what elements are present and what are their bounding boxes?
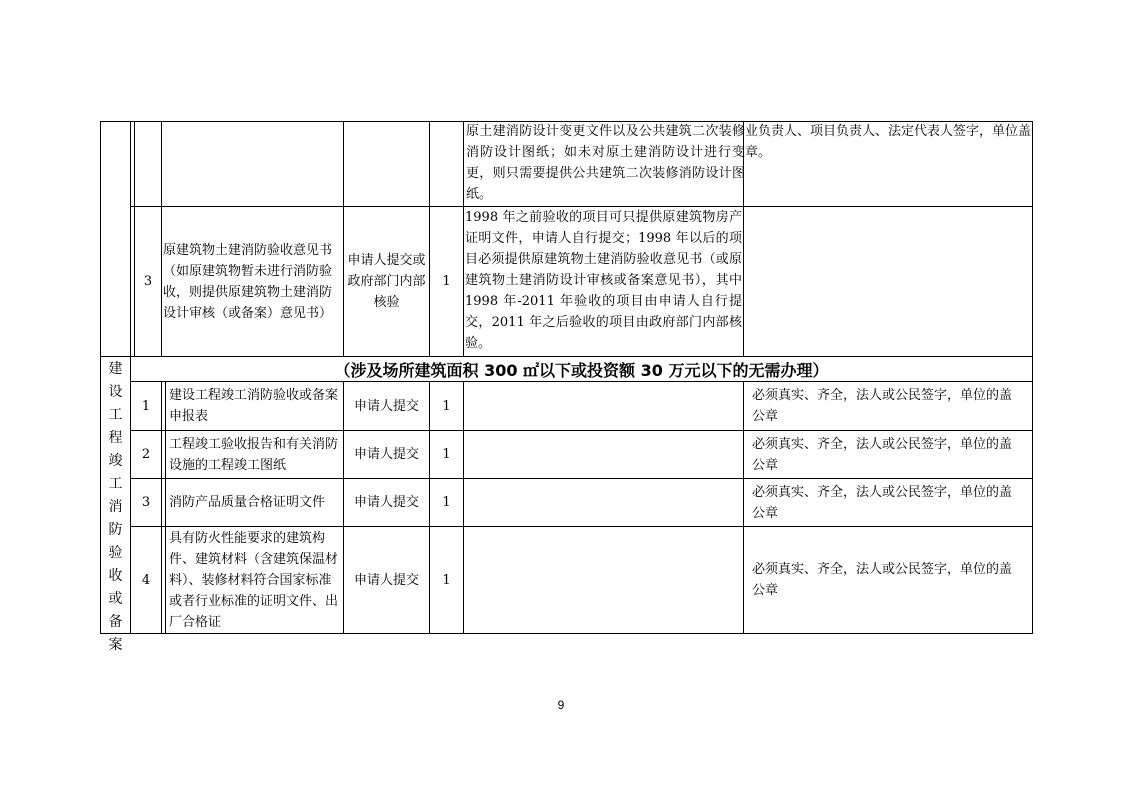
section-label-char: 防	[108, 522, 123, 538]
table-cell-method: 申请人提交或政府部门内部核验	[347, 253, 426, 310]
table-cell-item-name: 消防产品质量合格证明文件	[169, 495, 326, 510]
table-cell-number: 4	[141, 572, 151, 588]
table-cell-method: 申请人提交	[353, 447, 419, 462]
table-cell-requirement: 必须真实、齐全，法人或公民签字，单位的盖公章	[752, 388, 1013, 424]
table-cell-number: 3	[143, 274, 153, 289]
table-cell-copies: 1	[442, 274, 451, 289]
section-label-char: 工	[108, 476, 123, 492]
section-label-char: 备	[108, 614, 123, 630]
table-cell-item-name: 建设工程竣工消防验收或备案申报表	[169, 388, 339, 424]
table-cell-notes: 1998 年之前验收的项目可只提供原建筑物房产证明文件，申请人自行提交；1998 年以后的项目必须提供原建筑物土建消防验收意见书（或原建筑物土建消防设计审核或备案意见书），其中 1998 年-2011 年验收的项目由申请人自行提交，2011 年之后验收的项目由政府部门内部核验。	[465, 210, 742, 351]
section-label-char: 工	[108, 407, 123, 423]
table-cell-requirement: 必须真实、齐全，法人或公民签字，单位的盖公章	[752, 562, 1013, 598]
table-cell-requirement: 业负责人、项目负责人、法定代表人签字，单位盖章。	[745, 124, 1032, 160]
section-label-char: 竣	[108, 453, 123, 469]
table-cell-number: 1	[141, 398, 151, 414]
table-cell-method: 申请人提交	[353, 572, 419, 588]
table-cell-requirement: 必须真实、齐全，法人或公民签字，单位的盖公章	[752, 484, 1013, 521]
section-vertical-label	[101, 357, 130, 653]
table-cell-number: 3	[141, 495, 151, 510]
table-cell-notes: 原土建消防设计变更文件以及公共建筑二次装修消防设计图纸；如未对原土建消防设计进行变更，则只需要提供公共建筑二次装修消防设计图纸。	[466, 124, 745, 202]
table-cell-method: 申请人提交	[353, 495, 419, 510]
table-cell-number: 2	[141, 447, 151, 462]
table-cell-copies: 1	[442, 495, 451, 510]
section-label-char: 收	[108, 568, 123, 584]
table-border-bottom	[100, 633, 1033, 634]
section-label-char: 设	[108, 384, 123, 400]
table-cell-requirement	[744, 207, 1032, 356]
table-cell-method: 申请人提交	[353, 398, 419, 414]
column-divider	[161, 381, 162, 634]
table-cell-requirement: 必须真实、齐全，法人或公民签字，单位的盖公章	[752, 436, 1013, 473]
page-number: 9	[557, 698, 565, 712]
table-cell-notes	[464, 431, 743, 478]
table-cell-notes	[464, 382, 743, 430]
section-header: （涉及场所建筑面积 300 ㎡以下或投资额 30 万元以下的无需办理）	[334, 360, 829, 380]
section-label-char: 消	[108, 499, 123, 515]
section-label-char: 建	[108, 361, 123, 377]
table-border-right	[1032, 121, 1033, 634]
table-cell-copies: 1	[442, 572, 451, 588]
section-label-char: 验	[108, 545, 123, 561]
table-cell-copies: 1	[442, 398, 451, 414]
section-label-char: 案	[108, 637, 123, 653]
section-label-char: 程	[108, 430, 123, 446]
table-cell-notes	[464, 527, 743, 633]
table-cell-notes	[464, 479, 743, 526]
table-cell-item-name: 工程竣工验收报告和有关消防设施的工程竣工图纸	[169, 436, 339, 473]
table-cell-item-name: 原建筑物土建消防验收意见书（如原建筑物暂未进行消防验收，则提供原建筑物土建消防设计审核（或备案）意见书）	[163, 242, 333, 321]
table-cell-copies: 1	[442, 447, 451, 462]
table-cell-item-name: 具有防火性能要求的建筑构件、建筑材料（含建筑保温材料）、装修材料符合国家标准或者行业标准的证明文件、出厂合格证	[169, 530, 339, 630]
section-label-char: 或	[108, 591, 123, 607]
